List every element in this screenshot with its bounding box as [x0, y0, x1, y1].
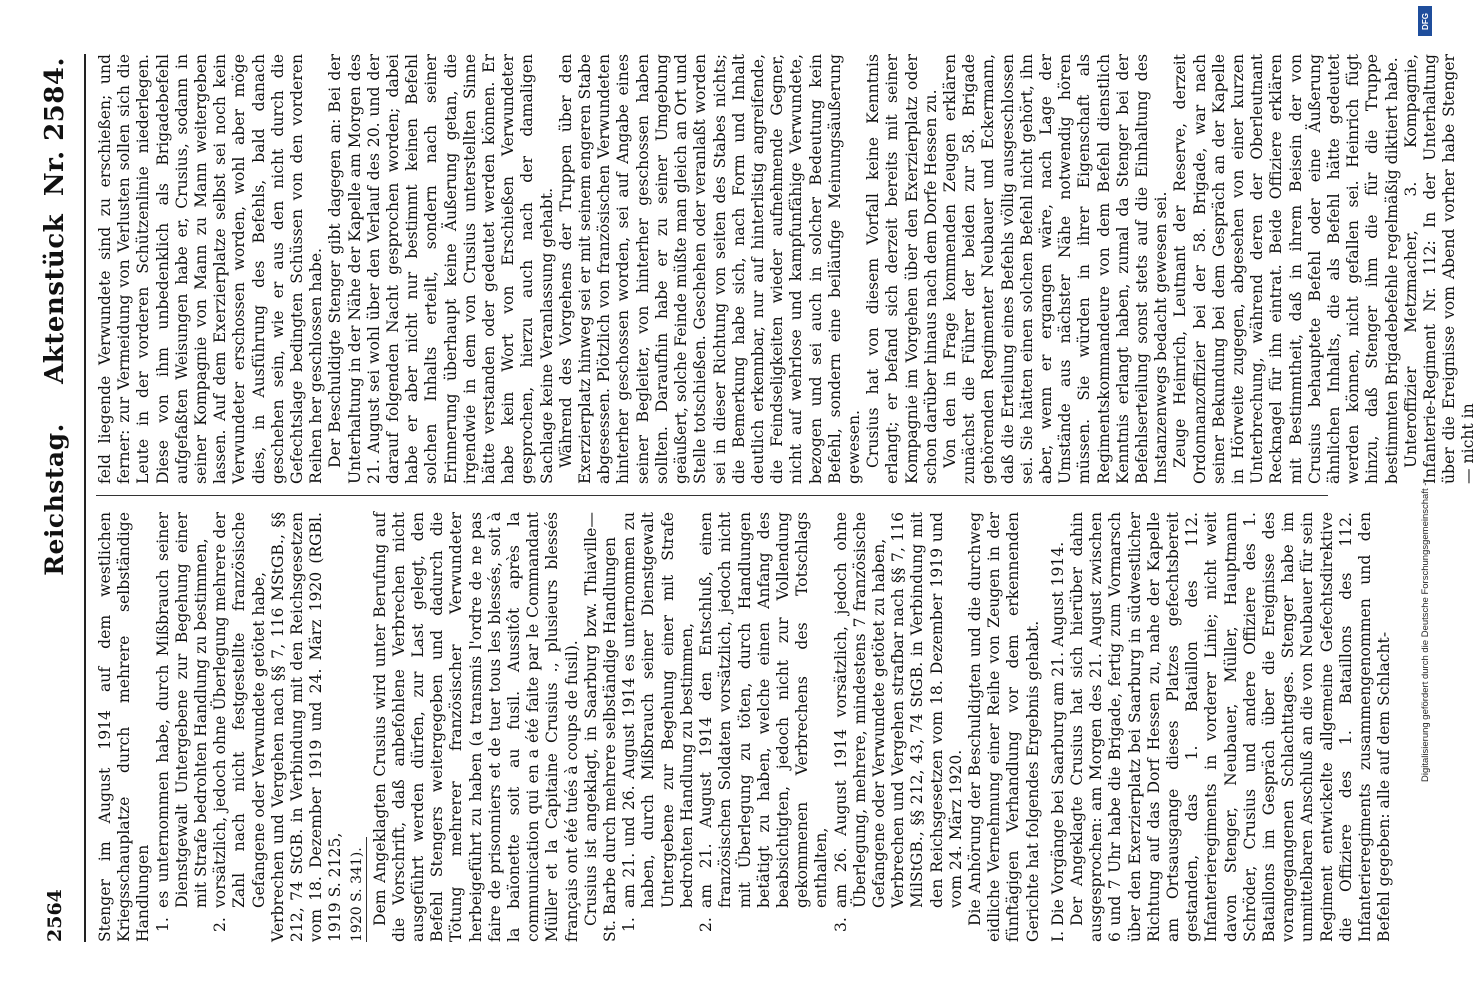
page-header — [38, 57, 78, 942]
left-column — [96, 512, 1394, 942]
aktenstueck-number: Nr. 2584. — [40, 57, 70, 197]
paragraph: Der Angeklagte Crusius hat sich hierüber dahin ausgesprochen: am Morgen des 21. August zwischen 6 und 7 Uhr habe die Brigade, fertig zum Vormarsch über den Exerzierplatz bei Saarburg in südwestlicher Richtung auf das Dorf Hessen zu, nahe der Kapelle am Ortsausgange dieses Platzes gefechtsbereit gestanden, das 1. Bataillon des 112. Infanterieregiments in vorderer Linie; nicht weit davon Stenger, Neubauer, Müller, Hauptmann Schröder, Crusius und andere Offiziere des 1. Bataillons im Gespräch über die Ereignisse des vorangegangenen Schlachttages. Stenger habe im unmittelbaren Anschluß an die von Neubauer für sein Regiment entwickelte allgemeine Gefechtsdirektive die Offiziere des 1. Bataillons des 112. Infanterieregiments zusammengenommen und den Befehl gegeben: alle auf dem Schlacht- — [1067, 512, 1394, 942]
paragraph: Zeuge Heinrich, Leutnant der Reserve, derzeit Ordonnanzoffizier bei der 58. Brigade, war nach seiner Bekundung bei dem Gespräch an der Kapelle in Hörweite zugegen, abgesehen von einer kurzen Unterbrechung, während deren der Oberleutnant Recknagel für ihn eintrat. Beide Offiziere erklären mit Bestimmtheit, daß in ihrem Beisein der von Crusius behauptete Befehl oder eine Äußerung ähnlichen Inhalts, die als Befehl hätte gedeutet werden können, nicht gefallen sei. Heinrich fügt hinzu, daß Stenger ihm die für die Truppe bestimmten Brigadebefehle regelmäßig diktiert habe. — [1171, 54, 1401, 484]
paragraph: feld liegende Verwundete sind zu erschießen; und ferner: zur Vermeidung von Verlusten sollen sich die Leute in der vorderen Schützenlinie niederlegen. Diese von ihm unbedenklich als Brigadebefehl aufgefaßten Weisungen habe er, Crusius, sodann in seiner Kompagnie von Mann zu Mann weitergeben lassen. Auf dem Exerzierplatze selbst sei noch kein Verwundeter erschossen worden, wohl aber möge dies, in Ausführung des Befehls, bald danach geschehen sein, wie er aus den nicht durch die Gefechtslage bedingten Schüssen von den vorderen Reihen her geschlossen habe. — [96, 54, 326, 484]
aktenstueck-label: Aktenstück — [40, 213, 70, 384]
list-item-text: vorsätzlich, jedoch ohne Überlegung mehrere der Zahl nach nicht festgestellte französische Gefangene oder Verwundete getötet habe, — [211, 512, 268, 908]
credit-text: Digitalisierung gefördert durch die Deutsche Forschungsgemeinschaft - — [1420, 482, 1431, 782]
statute-text: Verbrechen und Vergehen strafbar nach §§ 7, 116 MilStGB., §§ 212, 43, 74 StGB. in Verbindung mit den Reichsgesetzen vom 18. Dezember 1919 und vom 24. März 1920. — [889, 512, 965, 908]
document-number — [40, 57, 70, 384]
list-item-text: es unternommen habe, durch Mißbrauch seiner Dienstgewalt Untergebene zur Begehung einer mit Strafe bedrohten Handlung zu bestimmen, — [153, 512, 211, 908]
digitization-credit — [1420, 12, 1432, 792]
page-number: 2564 — [44, 889, 66, 942]
list-item-text: am 26. August 1914 vorsätzlich, jedoch ohne Überlegung, mehrere, mindestens 7 französische Gefangene oder Verwundete getötet zu haben, — [831, 512, 888, 908]
paragraph: Der Beschuldigte Stenger gibt dagegen an: Bei der Unterhaltung in der Nähe der Kapelle am Morgen des 21. August sei wohl über den Verlauf des 20. und der darauf folgenden Nacht gesprochen worden; dabei habe er aber nicht nur bestimmt keinen Befehl solchen Inhalts erteilt, sondern nach seiner Erinnerung überhaupt keine Äußerung getan, die irgendwie in dem von Crusius unterstellten Sinne hätte verstanden oder gedeutet werden können. Er habe kein Wort von Erschießen Verwundeter gesprochen, hierzu auch nach der damaligen Sachlage keine Veranlassung gehabt. — [326, 54, 556, 484]
right-column — [96, 54, 1478, 484]
page-title: Reichstag. — [40, 423, 69, 576]
dfg-logo: DFG — [1418, 6, 1432, 36]
paragraph: Dem Angeklagten Crusius wird unter Berufung auf die Vorschrift, daß anbefohlene Verbrechen nicht ausgeführt werden dürfen, zur Last gelegt, den Befehl Stengers weitergegeben und dadurch die Tötung mehrerer französischer Verwundeter herbeigeführt zu haben (a transmis l'ordre de ne pas faire de prisonniers et de tuer tous les blessés, soit à la baïonette soit au fusil. Aussitôt après la communication qui en a été faite par le Commandant Müller et la Capitaine Crusius ., plusieurs blessés français ont été tués à coups de fusil). — [370, 512, 581, 942]
paragraph: Die Anhörung der Beschuldigten und die durchweg eidliche Vernehmung einer Reihe von Zeugen in der fünftägigen Verhandlung vor dem erkennenden Gerichte hat folgendes Ergebnis gehabt. — [965, 512, 1042, 942]
paragraph: Unteroffizier Metzmacher, 3. Kompagnie, Infanterie-Regiment Nr. 112: In der Unterhaltung über die Ereignisse vom Abend vorher habe Stenger — nicht in — [1401, 54, 1478, 484]
section-heading: I. Die Vorgänge bei Saarburg am 21. August 1914. — [1048, 541, 1067, 942]
list-item: 1. es unternommen habe, durch Mißbrauch seiner Dienstgewalt Untergebene zur Begehung einer mit Strafe bedrohten Handlung zu bestimmen, — [153, 512, 211, 932]
paragraph: Crusius hat von diesem Vorfall keine Kenntnis erlangt; er befand sich derzeit bereits mit seiner Kompagnie im Vorgehen über den Exerzierplatz oder schon darüber hinaus nach dem Dorfe Hessen zu. — [864, 54, 940, 484]
list-item: 2. am 21. August 1914 den Entschluß, einen französischen Soldaten vorsätzlich, jedoch nicht mit Überlegung zu töten, durch Handlungen betätigt zu haben, welche einen Anfang des beabsichtigten, jedoch nicht zur Vollendung gekommenen Verbrechens des Totschlags enthalten, — [697, 512, 831, 932]
column-divider — [96, 495, 1328, 496]
list-item: 2. vorsätzlich, jedoch ohne Überlegung mehrere der Zahl nach nicht festgestellte französische Gefangene oder Verwundete getötet habe, — [211, 512, 268, 932]
intro-text: Stenger im August 1914 auf dem westlichen Kriegsschauplatze durch mehrere selbständige Handlungen — [96, 512, 153, 942]
header-rule — [84, 54, 86, 942]
paragraph: Während des Vorgehens der Truppen über den Exerzierplatz hinweg sei er mit seinem engeren Stabe abgesessen. Plötzlich von französischen Verwundeten hinterher geschossen worden, sei auf Angabe eines seiner Begleiter, von hinterher geschossen haben sollten. Daraufhin habe er zu seiner Umgebung geäußert, solche Feinde müßte man gleich an Ort und Stelle totschießen. Geschehen oder veranlaßt worden sei in dieser Richtung von seiten des Stabes nichts; die Bemerkung habe sich, nach Form und Inhalt deutlich erkennbar, nur auf hinterlistig angreifende, die Feindseligkeiten wieder aufnehmende Gegner, nicht auf wehrlose und kampfunfähige Verwundete, bezogen und sei auch in solcher Bedeutung kein Befehl, sondern eine beiläufige Meinungsäußerung gewesen. — [556, 54, 863, 484]
paragraph: Crusius ist angeklagt, in Saarburg bzw. Thiaville—St. Barbe durch mehrere selbständige Handlungen — [581, 512, 620, 942]
list-item-text: am 21. und 26. August 1914 es unternommen zu haben, durch Mißbrauch seiner Dienstgewalt Untergebene zur Begehung einer mit Strafe bedrohten Handlung zu bestimmen, — [620, 512, 696, 908]
list-item: 1. am 21. und 26. August 1914 es unternommen zu haben, durch Mißbrauch seiner Dienstgewalt Untergebene zur Begehung einer mit Strafe bedrohten Handlung zu bestimmen, — [620, 512, 696, 932]
statute-text: Verbrechen und Vergehen nach §§ 7, 116 MStGB., §§ 212, 74 StGB. in Verbindung mit den Reichsgesetzen vom 18. Dezember 1919 und 24. März 1920 (RGBl. 1919 S. 2125, — [268, 512, 345, 942]
list-item: 3. am 26. August 1914 vorsätzlich, jedoch ohne Überlegung, mehrere, mindestens 7 französische Gefangene oder Verwundete getötet zu haben, — [831, 512, 888, 932]
paragraph: Von den in Frage kommenden Zeugen erklären zunächst die Führer der beiden zur 58. Brigade gehörenden Regimenter Neubauer und Eckermann, daß die Erteilung eines Befehls völlig ausgeschlossen sei. Sie hätten einen solchen Befehl nicht gehört, ihn aber, wenn er ergangen wäre, nach Lage der Umstände aus nächster Nähe notwendig hören müssen. Sie würden in ihrer Eigenschaft als Regimentskommandeure von dem Befehl dienstlich Kenntnis erlangt haben, zumal da Stenger bei der Befehlserteilung sonst stets auf die Einhaltung des Instanzenwegs bedacht gewesen sei. — [940, 54, 1171, 484]
list-item-text: am 21. August 1914 den Entschluß, einen französischen Soldaten vorsätzlich, jedoch nicht mit Überlegung zu töten, durch Handlungen betätigt zu haben, welche einen Anfang des beabsichtigten, jedoch nicht zur Vollendung gekommenen Verbrechens des Totschlags enthalten, — [697, 512, 831, 908]
footnote-line: 1920 S. 341). — [348, 837, 367, 942]
